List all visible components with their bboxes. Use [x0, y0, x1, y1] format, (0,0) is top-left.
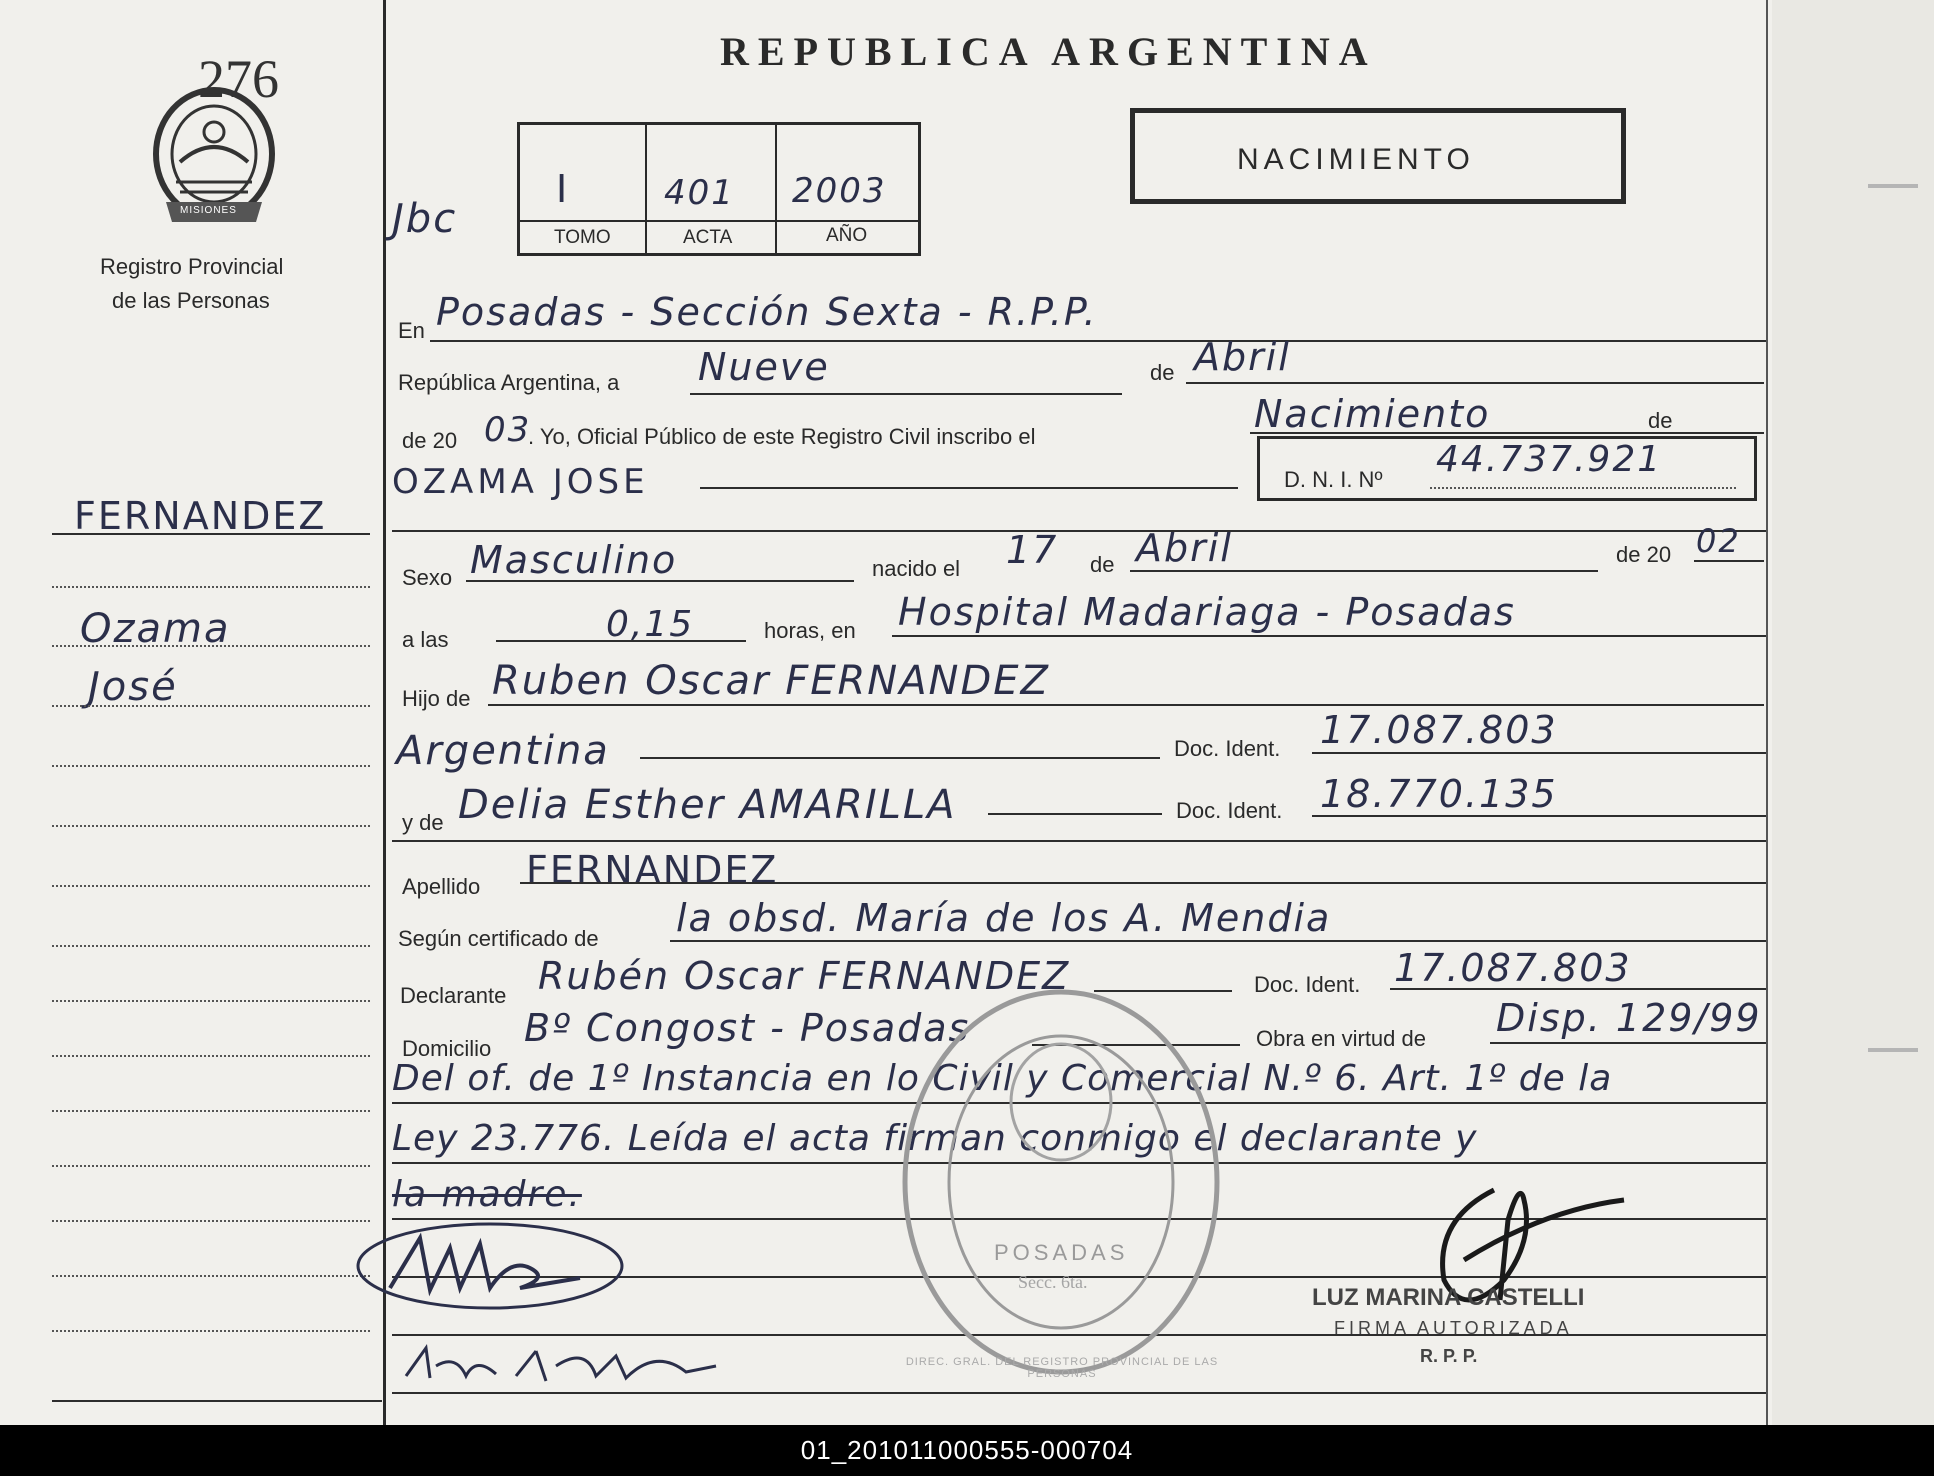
domicilio-value: Bº Congost - Posadas: [524, 1006, 971, 1050]
scan-reference: 01_201011000555-000704: [0, 1425, 1934, 1476]
de-label-3: de: [1090, 552, 1115, 577]
ano-value: 2003: [792, 171, 887, 211]
birth-time: 0,15: [606, 604, 695, 645]
form-rule: [1312, 815, 1766, 817]
form-rule: [892, 635, 1766, 637]
mother-signature-icon: [396, 1336, 736, 1396]
registry-statement: . Yo, Oficial Público de este Registro Civil inscribo el: [528, 424, 1036, 449]
form-rule: [1390, 988, 1766, 990]
record-type: NACIMIENTO: [1237, 143, 1475, 176]
form-rule: [988, 813, 1162, 815]
margin-rule: [52, 1275, 370, 1277]
signatory-title: FIRMA AUTORIZADA: [1334, 1318, 1573, 1338]
form-rule: [1490, 1042, 1766, 1044]
father-nationality: Argentina: [396, 728, 610, 774]
child-dni: 44.737.921: [1436, 439, 1663, 480]
binding-thread: [1868, 184, 1918, 188]
registration-place: Posadas - Sección Sexta - R.P.P.: [436, 290, 1098, 334]
form-rule: [392, 840, 1766, 842]
margin-rule: [52, 1055, 370, 1057]
mother-doc: 18.770.135: [1320, 772, 1558, 816]
margin-rule: [52, 945, 370, 947]
mother-name: Delia Esther AMARILLA: [458, 782, 957, 828]
margin-bottom-rule: [52, 1400, 382, 1402]
country-title: REPUBLICA ARGENTINA: [720, 29, 1377, 74]
horas-label: horas, en: [764, 618, 856, 643]
margin-rule: [52, 705, 370, 707]
margin-rule: [52, 825, 370, 827]
registration-day: Nueve: [698, 345, 830, 389]
doc-label: Doc. Ident.: [1176, 798, 1283, 823]
clerk-initials: Jbc: [392, 196, 458, 242]
record-type-box: [1130, 108, 1626, 204]
stamp-city: POSADAS: [994, 1240, 1129, 1265]
margin-surname-line: [52, 533, 370, 535]
form-rule: [392, 530, 1766, 532]
birth-year: 02: [1696, 522, 1741, 560]
de-label-2: de: [1648, 408, 1673, 433]
alas-label: a las: [402, 627, 449, 652]
hijo-label: Hijo de: [402, 686, 471, 711]
form-rule: [466, 580, 854, 582]
registration-month: Abril: [1194, 335, 1291, 379]
form-rule: [640, 757, 1160, 759]
form-rule: [700, 487, 1238, 489]
notes-line-1: Del of. de 1º Instancia en lo Civil y Comercial N.º 6. Art. 1º de la: [392, 1058, 1613, 1099]
declarante-doc: 17.087.803: [1394, 946, 1632, 990]
birth-month: Abril: [1136, 526, 1233, 570]
stamp-section: Secc. 6ta.: [1018, 1272, 1088, 1292]
year-label: de 20: [402, 428, 458, 453]
margin-rule: [52, 1220, 370, 1222]
dni-label: D. N. I. Nº: [1284, 467, 1383, 492]
notes-line-2: Ley 23.776. Leída el acta firman conmigo el declarante y: [392, 1118, 1478, 1159]
domicilio-label: Domicilio: [402, 1036, 492, 1061]
margin-rule: [52, 765, 370, 767]
ano-label: AÑO: [826, 225, 868, 246]
form-rule: [1250, 432, 1764, 434]
doc-label: Doc. Ident.: [1254, 972, 1361, 997]
father-doc: 17.087.803: [1320, 708, 1558, 752]
margin-rule: [52, 1165, 370, 1167]
form-rule: [488, 704, 1764, 706]
tomo-label: TOMO: [554, 227, 611, 248]
birth-place: Hospital Madariaga - Posadas: [898, 590, 1516, 634]
margin-rule: [52, 1330, 370, 1332]
form-rule: [430, 340, 1766, 342]
notes-line-3: la madre.: [392, 1174, 582, 1215]
nacido-label: nacido el: [872, 556, 961, 581]
en-label: En: [398, 318, 425, 343]
right-page-border: [1766, 0, 1768, 1425]
form-rule: [670, 940, 1766, 942]
official-stamp-icon: [896, 982, 1226, 1382]
registry-line-1: Registro Provincial: [100, 254, 284, 279]
margin-given-1: Ozama: [80, 606, 231, 652]
seal-caption: MISIONES: [180, 205, 237, 216]
event-type: Nacimiento: [1254, 392, 1491, 436]
declarant-signature-icon: [350, 1208, 630, 1318]
declarante-name: Rubén Oscar FERNANDEZ: [538, 954, 1071, 998]
dni-box: [1257, 436, 1757, 501]
birth-day: 17: [1006, 528, 1059, 572]
binding-thread: [1868, 1048, 1918, 1052]
de-label: de: [1150, 360, 1175, 385]
record-box: [517, 122, 921, 256]
segun-label: Según certificado de: [398, 926, 599, 951]
certificate-issuer: la obsd. María de los A. Mendia: [676, 896, 1332, 940]
signatory-name: LUZ MARINA CASTELLI: [1312, 1284, 1585, 1311]
tomo-value: I: [556, 167, 570, 211]
form-rule: [690, 393, 1122, 395]
margin-rule: [52, 885, 370, 887]
registry-line-2: de las Personas: [112, 288, 270, 313]
registration-year: 03: [484, 410, 532, 450]
child-sex: Masculino: [470, 538, 678, 582]
form-rule: [520, 882, 1766, 884]
acta-value: 401: [664, 173, 735, 213]
form-rule: [1186, 382, 1764, 384]
declarante-label: Declarante: [400, 983, 507, 1008]
margin-surname: FERNANDEZ: [74, 494, 327, 538]
signatory-office: R. P. P.: [1420, 1346, 1478, 1366]
father-name: Ruben Oscar FERNANDEZ: [492, 658, 1050, 704]
page-number: 276: [198, 49, 279, 109]
sexo-label: Sexo: [402, 565, 453, 590]
form-rule: [1694, 560, 1764, 562]
margin-given-2: José: [88, 664, 178, 710]
disposition: Disp. 129/99: [1496, 996, 1762, 1040]
form-rule: [1130, 570, 1598, 572]
yde-label: y de: [402, 810, 444, 835]
doc-label: Doc. Ident.: [1174, 736, 1281, 761]
stamp-ring-text: DIREC. GRAL. DEL REGISTRO PROVINCIAL DE LAS PERSONAS: [905, 1356, 1219, 1380]
child-name: OZAMA JOSE: [392, 462, 649, 502]
obra-label: Obra en virtud de: [1256, 1026, 1426, 1051]
margin-rule: [52, 586, 370, 588]
acta-label: ACTA: [683, 227, 733, 248]
apellido-label: Apellido: [402, 874, 481, 899]
margin-rule: [52, 1000, 370, 1002]
apellido-value: FERNANDEZ: [526, 848, 779, 892]
form-rule: [1312, 752, 1766, 754]
birth-year-label: de 20: [1616, 542, 1672, 567]
republica-label: República Argentina, a: [398, 370, 620, 395]
margin-rule: [52, 645, 370, 647]
margin-rule: [52, 1110, 370, 1112]
adjacent-page-edge: [1772, 0, 1934, 1425]
